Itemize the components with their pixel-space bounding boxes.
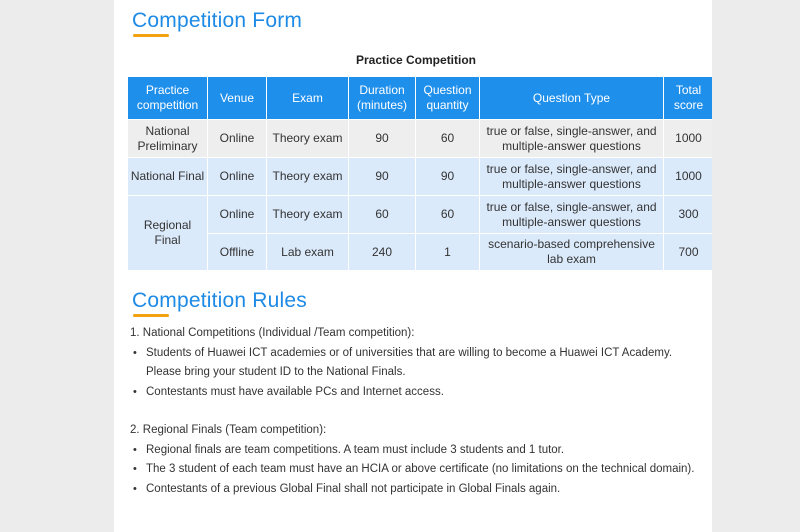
rules-list xyxy=(130,324,700,499)
table-row xyxy=(128,158,713,196)
cell-venue: Offline xyxy=(208,234,267,271)
rule-items xyxy=(130,441,700,500)
bullet-icon: • xyxy=(133,346,137,359)
cell-venue: Online xyxy=(208,120,267,158)
cell-score: 1000 xyxy=(664,158,713,196)
rule-item-text: Contestants of a previous Global Final shall not participate in Global Finals again. xyxy=(146,482,561,495)
bullet-icon: • xyxy=(133,443,137,456)
bullet-icon: • xyxy=(133,385,137,398)
rule-item-text: Students of Huawei ICT academies or of universities that are willing to become a Huawei ICT Academy. Please bring your student ID to the National Finals. xyxy=(146,346,673,378)
header-practice-competition: Practice competition xyxy=(128,77,208,120)
rule-item-text: Regional finals are team competitions. A team must include 3 students and 1 tutor. xyxy=(146,443,565,456)
table-caption: Practice Competition xyxy=(355,53,477,67)
cell-stage: National Preliminary xyxy=(128,120,208,158)
header-venue: Venue xyxy=(208,77,267,120)
cell-question-type: scenario-based comprehensive lab exam xyxy=(480,234,664,271)
cell-stage: National Final xyxy=(128,158,208,196)
cell-score: 300 xyxy=(664,196,713,234)
table-row xyxy=(128,196,713,234)
competition-rules-title-text: Competition Rules xyxy=(132,289,307,312)
cell-duration: 90 xyxy=(349,120,416,158)
table-row xyxy=(128,234,713,271)
cell-duration: 240 xyxy=(349,234,416,271)
header-question-quantity: Question quantity xyxy=(416,77,480,120)
content-card xyxy=(114,0,712,532)
bullet-icon: • xyxy=(133,463,137,475)
bullet-icon: • xyxy=(133,482,137,495)
cell-exam: Theory exam xyxy=(267,120,349,158)
cell-question-type: true or false, single-answer, and multiple-answer questions xyxy=(480,158,664,196)
cell-exam: Lab exam xyxy=(267,234,349,271)
cell-quantity: 1 xyxy=(416,234,480,271)
cell-quantity: 60 xyxy=(416,120,480,158)
cell-score: 700 xyxy=(664,234,713,271)
cell-duration: 60 xyxy=(349,196,416,234)
header-total-score: Total score xyxy=(664,77,713,120)
rule-item xyxy=(130,383,700,403)
competition-form-title xyxy=(132,10,302,31)
cell-score: 1000 xyxy=(664,120,713,158)
cell-question-type: true or false, single-answer, and multiple-answer questions xyxy=(480,196,664,234)
rule-item xyxy=(130,460,700,480)
cell-quantity: 90 xyxy=(416,158,480,196)
header-question-type: Question Type xyxy=(480,77,664,120)
rule-item xyxy=(130,344,700,383)
rule-item-text: Contestants must have available PCs and Internet access. xyxy=(146,385,444,398)
cell-venue: Online xyxy=(208,196,267,234)
table-row xyxy=(128,120,713,158)
cell-question-type: true or false, single-answer, and multiple-answer questions xyxy=(480,120,664,158)
cell-stage: Regional Final xyxy=(128,196,208,271)
competition-rules-title xyxy=(132,290,307,311)
rule-item-text: The 3 student of each team must have an HCIA or above certificate (no limitations on the technical domain). xyxy=(146,463,695,475)
header-exam: Exam xyxy=(267,77,349,120)
title-underline-accent xyxy=(133,314,169,317)
rule-heading: 2. Regional Finals (Team competition): xyxy=(130,424,327,436)
cell-venue: Online xyxy=(208,158,267,196)
cell-exam: Theory exam xyxy=(267,158,349,196)
title-underline-accent xyxy=(133,34,169,37)
rule-item xyxy=(130,441,700,461)
cell-quantity: 60 xyxy=(416,196,480,234)
table-header-row xyxy=(128,77,713,120)
competition-form-title-text: Competition Form xyxy=(132,9,303,32)
competition-table xyxy=(127,76,712,271)
rule-items xyxy=(130,344,700,403)
header-duration: Duration (minutes) xyxy=(349,77,416,120)
cell-duration: 90 xyxy=(349,158,416,196)
cell-exam: Theory exam xyxy=(267,196,349,234)
rule-heading: 1. National Competitions (Individual /Team competition): xyxy=(130,327,415,339)
rule-item xyxy=(130,480,700,500)
